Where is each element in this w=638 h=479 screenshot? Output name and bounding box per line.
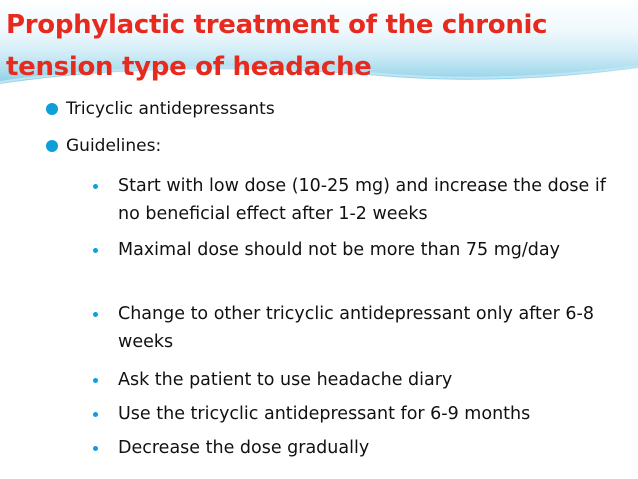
guideline-item (104, 300, 609, 356)
guideline-text: Maximal dose should not be more than 75 mg/day (118, 240, 560, 260)
sub-bullet-icon (93, 184, 98, 189)
guideline-item (104, 366, 609, 394)
bullet-text: Guidelines: (66, 136, 162, 156)
guideline-text: Ask the patient to use headache diary (118, 370, 453, 390)
bullet-point (50, 134, 161, 158)
slide-title: Prophylactic treatment of the chronic tension type of headache (6, 10, 548, 82)
sub-bullet-icon (93, 248, 98, 253)
sub-bullet-icon (93, 312, 98, 317)
bullet-point (50, 97, 275, 121)
bullet-text: Tricyclic antidepressants (66, 99, 275, 119)
sub-bullet-icon (93, 378, 98, 383)
sub-bullet-icon (93, 446, 98, 451)
sub-bullet-icon (93, 412, 98, 417)
bullet-icon (46, 103, 58, 115)
guideline-item (104, 434, 609, 462)
guideline-item (104, 236, 609, 264)
guideline-text: Start with low dose (10-25 mg) and increase the dose if no beneficial effect after 1-2 weeks (118, 176, 606, 224)
bullet-icon (46, 140, 58, 152)
guideline-item (104, 400, 609, 428)
guideline-text: Use the tricyclic antidepressant for 6-9 months (118, 404, 531, 424)
guideline-text: Decrease the dose gradually (118, 438, 370, 458)
guideline-text: Change to other tricyclic antidepressant only after 6-8 weeks (118, 304, 595, 352)
guideline-item (104, 172, 609, 228)
